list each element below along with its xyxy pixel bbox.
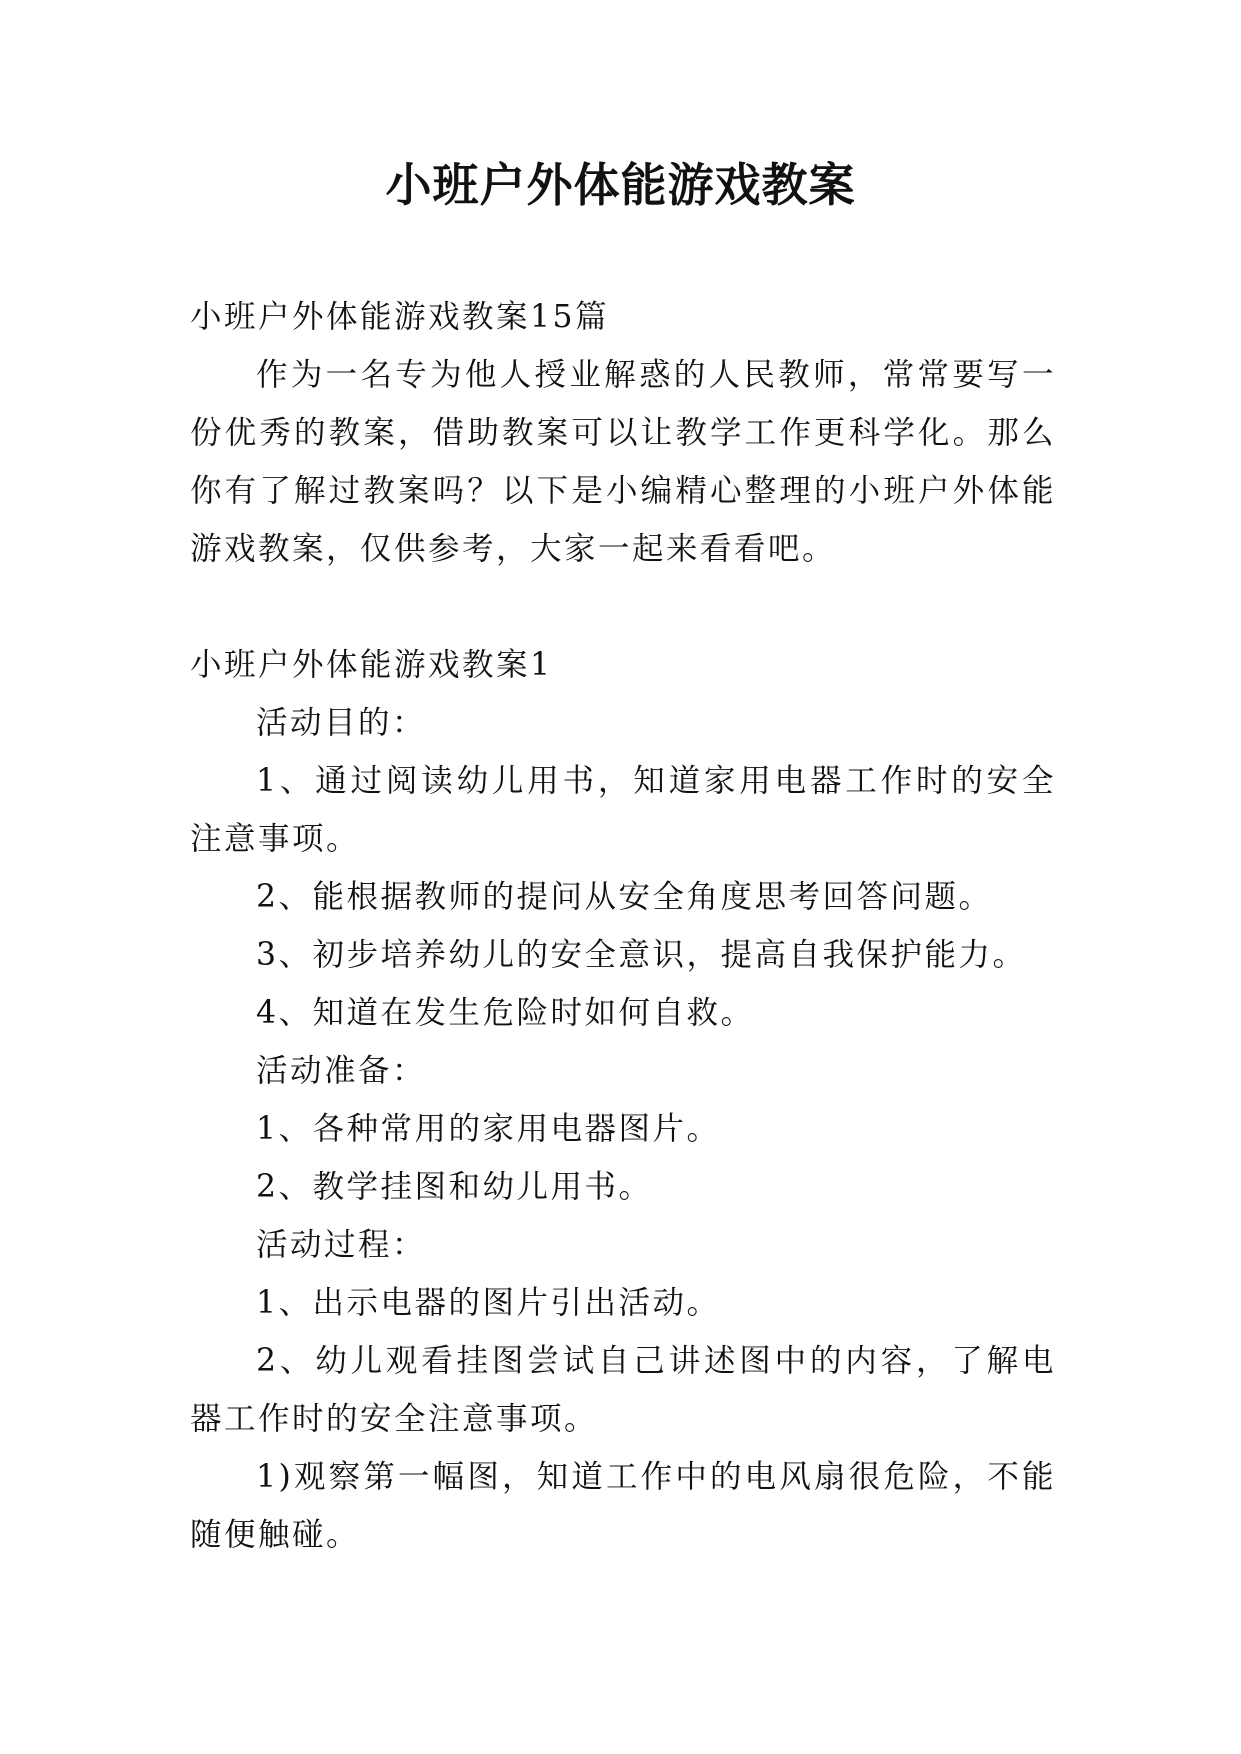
paragraph-objective-1: 1、通过阅读幼儿用书，知道家用电器工作时的安全注意事项。	[190, 763, 1056, 857]
paragraph-preparation-2: 2、教学挂图和幼儿用书。	[256, 1169, 653, 1205]
paragraph-process-heading: 活动过程：	[256, 1227, 427, 1263]
paragraph-objective-4: 4、知道在发生危险时如何自救。	[256, 995, 755, 1031]
paragraph-preparation-1: 1、各种常用的家用电器图片。	[256, 1111, 721, 1147]
paragraph-objective-2: 2、能根据教师的提问从安全角度思考回答问题。	[256, 879, 993, 915]
paragraph-objectives-heading: 活动目的：	[256, 705, 427, 741]
document-subtitle: 小班户外体能游戏教案15篇	[190, 299, 610, 335]
intro-paragraph: 作为一名专为他人授业解惑的人民教师，常常要写一份优秀的教案，借助教案可以让教学工作更科学化。那么你有了解过教案吗？以下是小编精心整理的小班户外体能游戏教案，仅供参考，大家一起来看看吧。	[190, 357, 1056, 567]
paragraph-gap	[190, 578, 1056, 636]
paragraph-preparation-heading: 活动准备：	[256, 1053, 427, 1089]
document-body	[190, 288, 1056, 1564]
paragraph-process-2-1: 1)观察第一幅图，知道工作中的电风扇很危险，不能随便触碰。	[190, 1459, 1056, 1553]
section-heading: 小班户外体能游戏教案1	[190, 647, 553, 683]
paragraph-process-1: 1、出示电器的图片引出活动。	[256, 1285, 721, 1321]
document-title: 小班户外体能游戏教案	[385, 158, 856, 212]
paragraph-objective-3: 3、初步培养幼儿的安全意识，提高自我保护能力。	[256, 937, 1027, 973]
paragraph-process-2: 2、幼儿观看挂图尝试自己讲述图中的内容，了解电器工作时的安全注意事项。	[190, 1343, 1056, 1437]
